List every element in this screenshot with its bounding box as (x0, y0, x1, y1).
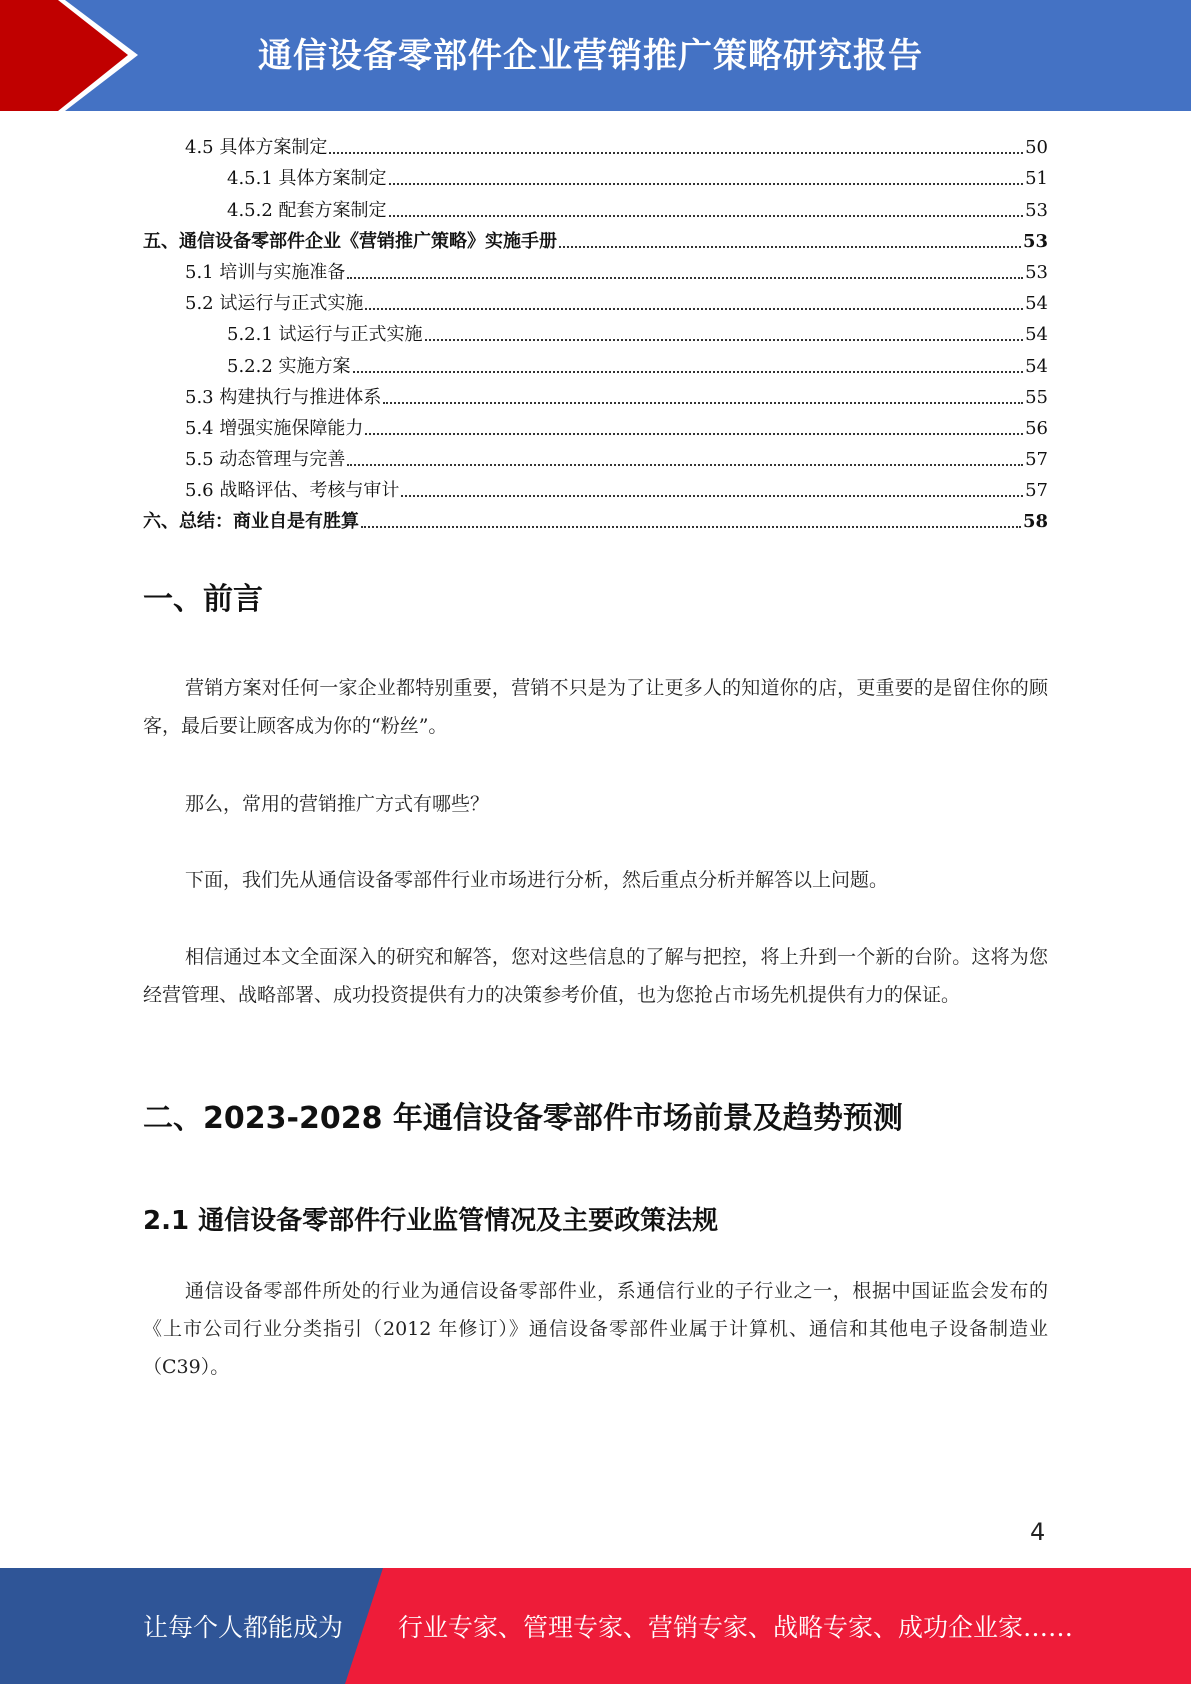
toc-leader-dots (347, 277, 1023, 279)
toc-leader-dots (401, 495, 1023, 497)
toc-leader-dots (389, 183, 1024, 185)
footer-slogan-left: 让每个人都能成为 (143, 1613, 344, 1642)
toc-page-number: 53 (1025, 261, 1048, 283)
toc-page-number: 56 (1025, 417, 1048, 439)
toc-page-number: 51 (1025, 168, 1048, 190)
toc-entry-label: 5.5 动态管理与完善 (185, 449, 346, 471)
toc-entry-label: 5.2.2 实施方案 (227, 355, 351, 377)
toc-leader-dots (347, 464, 1023, 466)
toc-page-number: 58 (1022, 511, 1048, 533)
report-title: 通信设备零部件企业营销推广策略研究报告 (258, 36, 923, 76)
toc-entry[interactable] (143, 284, 1048, 315)
toc-entry[interactable] (143, 378, 1048, 409)
toc-entry[interactable] (143, 253, 1048, 284)
toc-entry-label: 5.2.1 试运行与正式实施 (227, 324, 423, 346)
toc-leader-dots (425, 339, 1024, 341)
page-number: 4 (1030, 1518, 1046, 1546)
toc-page-number: 54 (1025, 355, 1048, 377)
regulation-subheading: 2.1 通信设备零部件行业监管情况及主要政策法规 (143, 1206, 719, 1236)
toc-entry[interactable] (143, 222, 1048, 253)
toc-page-number: 50 (1025, 137, 1048, 159)
toc-entry-label: 五、通信设备零部件企业《营销推广策略》实施手册 (143, 230, 557, 252)
regulation-paragraph: 通信设备零部件所处的行业为通信设备零部件业，系通信行业的子行业之一，根据中国证监会发布的《上市公司行业分类指引（2012 年修订）》通信设备零部件业属于计算机、通信和其他电子设备制造业（C39）。 (143, 1280, 1048, 1378)
footer-banner (0, 1568, 1191, 1684)
toc-page-number: 55 (1025, 386, 1048, 408)
toc-leader-dots (389, 215, 1024, 217)
toc-entry[interactable] (143, 440, 1048, 471)
toc-leader-dots (559, 246, 1021, 248)
toc-page-number: 57 (1025, 480, 1048, 502)
toc-leader-dots (329, 152, 1023, 154)
toc-leader-dots (383, 402, 1023, 404)
preface-heading: 一、前言 (143, 582, 263, 617)
toc-entry[interactable] (143, 502, 1048, 533)
table-of-contents (143, 128, 1048, 533)
header-arrow-graphic (0, 0, 160, 111)
toc-entry[interactable] (143, 471, 1048, 502)
toc-entry-label: 5.6 战略评估、考核与审计 (185, 480, 400, 502)
preface-paragraph-2: 那么，常用的营销推广方式有哪些？ (185, 793, 490, 815)
toc-entry-label: 六、总结：商业自是有胜算 (143, 511, 359, 533)
toc-page-number: 54 (1025, 324, 1048, 346)
toc-entry-label: 5.4 增强实施保障能力 (185, 417, 364, 439)
toc-leader-dots (365, 308, 1023, 310)
toc-leader-dots (353, 371, 1024, 373)
toc-entry-label: 4.5 具体方案制定 (185, 137, 328, 159)
preface-paragraph-1: 营销方案对任何一家企业都特别重要，营销不只是为了让更多人的知道你的店，更重要的是留住你的顾客，最后要让顾客成为你的“粉丝”。 (143, 677, 1048, 737)
preface-paragraph-4: 相信通过本文全面深入的研究和解答，您对这些信息的了解与把控，将上升到一个新的台阶。这将为您经营管理、战略部署、成功投资提供有力的决策参考价值，也为您抢占市场先机提供有力的保证。 (143, 946, 1048, 1006)
toc-entry-label: 5.1 培训与实施准备 (185, 261, 346, 283)
toc-entry[interactable] (143, 315, 1048, 346)
footer-slogan-right: 行业专家、管理专家、营销专家、战略专家、成功企业家…… (398, 1613, 1074, 1642)
toc-page-number: 53 (1025, 199, 1048, 221)
toc-entry[interactable] (143, 346, 1048, 377)
preface-paragraph-3: 下面，我们先从通信设备零部件行业市场进行分析，然后重点分析并解答以上问题。 (185, 869, 889, 891)
toc-entry-label: 4.5.1 具体方案制定 (227, 168, 387, 190)
toc-leader-dots (361, 526, 1021, 528)
header-banner (0, 0, 1191, 111)
toc-page-number: 53 (1022, 230, 1048, 252)
toc-entry[interactable] (143, 128, 1048, 159)
toc-entry-label: 5.2 试运行与正式实施 (185, 293, 364, 315)
toc-entry-label: 5.3 构建执行与推进体系 (185, 386, 382, 408)
toc-page-number: 54 (1025, 293, 1048, 315)
toc-page-number: 57 (1025, 449, 1048, 471)
toc-entry[interactable] (143, 159, 1048, 190)
toc-leader-dots (365, 433, 1023, 435)
toc-entry[interactable] (143, 190, 1048, 221)
market-outlook-heading: 二、2023-2028 年通信设备零部件市场前景及趋势预测 (143, 1101, 903, 1136)
toc-entry[interactable] (143, 409, 1048, 440)
toc-entry-label: 4.5.2 配套方案制定 (227, 199, 387, 221)
